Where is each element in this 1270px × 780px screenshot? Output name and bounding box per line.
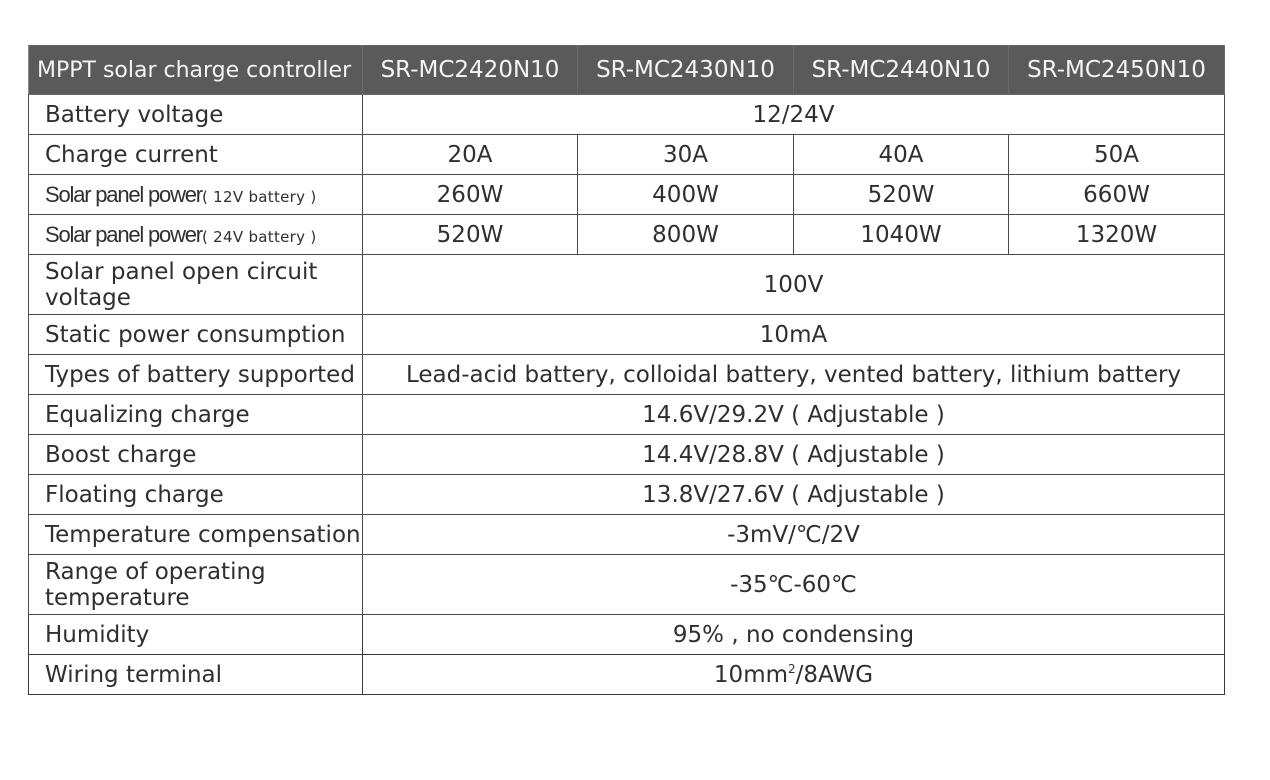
row-value: 100V [363, 255, 1225, 315]
row-value: Lead-acid battery, colloidal battery, vented battery, lithium battery [363, 355, 1225, 395]
row-boost-charge [29, 435, 1225, 475]
row-label-main: Solar panel power [45, 221, 202, 247]
header-product-label: MPPT solar charge controller [29, 46, 363, 95]
row-battery-types [29, 355, 1225, 395]
cell-value: 800W [578, 215, 794, 255]
row-open-circuit-voltage [29, 255, 1225, 315]
row-label: Types of battery supported [29, 355, 363, 395]
row-label: Charge current [29, 135, 363, 175]
row-value: 95% , no condensing [363, 615, 1225, 655]
row-label-sub: ( 24V battery ) [201, 227, 317, 246]
cell-value: 400W [578, 175, 794, 215]
row-value: 10mA [363, 315, 1225, 355]
row-label-sub: ( 12V battery ) [201, 187, 317, 206]
row-floating-charge [29, 475, 1225, 515]
cell-value: 520W [363, 215, 578, 255]
cell-value: 30A [578, 135, 794, 175]
cell-value: 50A [1009, 135, 1225, 175]
header-model-2: SR-MC2430N10 [578, 46, 794, 95]
row-label: Boost charge [29, 435, 363, 475]
wiring-value-tail: /8AWG [795, 661, 874, 688]
cell-value: 660W [1009, 175, 1225, 215]
row-label: Range of operating temperature [29, 555, 363, 615]
row-wiring-terminal [29, 655, 1225, 695]
row-static-power [29, 315, 1225, 355]
row-label: Battery voltage [29, 95, 363, 135]
row-label-main: Solar panel power [45, 181, 202, 207]
row-value [363, 655, 1225, 695]
row-battery-voltage [29, 95, 1225, 135]
spec-table [28, 45, 1225, 695]
wiring-value-superscript: 2 [788, 661, 796, 676]
row-temperature-compensation [29, 515, 1225, 555]
row-label: Static power consumption [29, 315, 363, 355]
row-label [29, 215, 363, 255]
row-value: 12/24V [363, 95, 1225, 135]
row-label: Equalizing charge [29, 395, 363, 435]
header-model-3: SR-MC2440N10 [794, 46, 1009, 95]
header-model-4: SR-MC2450N10 [1009, 46, 1225, 95]
cell-value: 1040W [794, 215, 1009, 255]
row-label: Solar panel open circuit voltage [29, 255, 363, 315]
row-solar-power-12v [29, 175, 1225, 215]
cell-value: 260W [363, 175, 578, 215]
header-row [29, 46, 1225, 95]
row-label [29, 175, 363, 215]
row-value: -3mV/℃/2V [363, 515, 1225, 555]
cell-value: 1320W [1009, 215, 1225, 255]
row-label: Humidity [29, 615, 363, 655]
row-label: Wiring terminal [29, 655, 363, 695]
row-value: 14.4V/28.8V ( Adjustable ) [363, 435, 1225, 475]
row-value: 13.8V/27.6V ( Adjustable ) [363, 475, 1225, 515]
row-operating-temperature [29, 555, 1225, 615]
cell-value: 520W [794, 175, 1009, 215]
row-solar-power-24v [29, 215, 1225, 255]
wiring-value-main: 10mm [713, 661, 788, 688]
row-label: Temperature compensation [29, 515, 363, 555]
row-label: Floating charge [29, 475, 363, 515]
cell-value: 20A [363, 135, 578, 175]
header-model-1: SR-MC2420N10 [363, 46, 578, 95]
cell-value: 40A [794, 135, 1009, 175]
row-charge-current [29, 135, 1225, 175]
row-equalizing-charge [29, 395, 1225, 435]
row-value: -35℃-60℃ [363, 555, 1225, 615]
row-humidity [29, 615, 1225, 655]
row-value: 14.6V/29.2V ( Adjustable ) [363, 395, 1225, 435]
